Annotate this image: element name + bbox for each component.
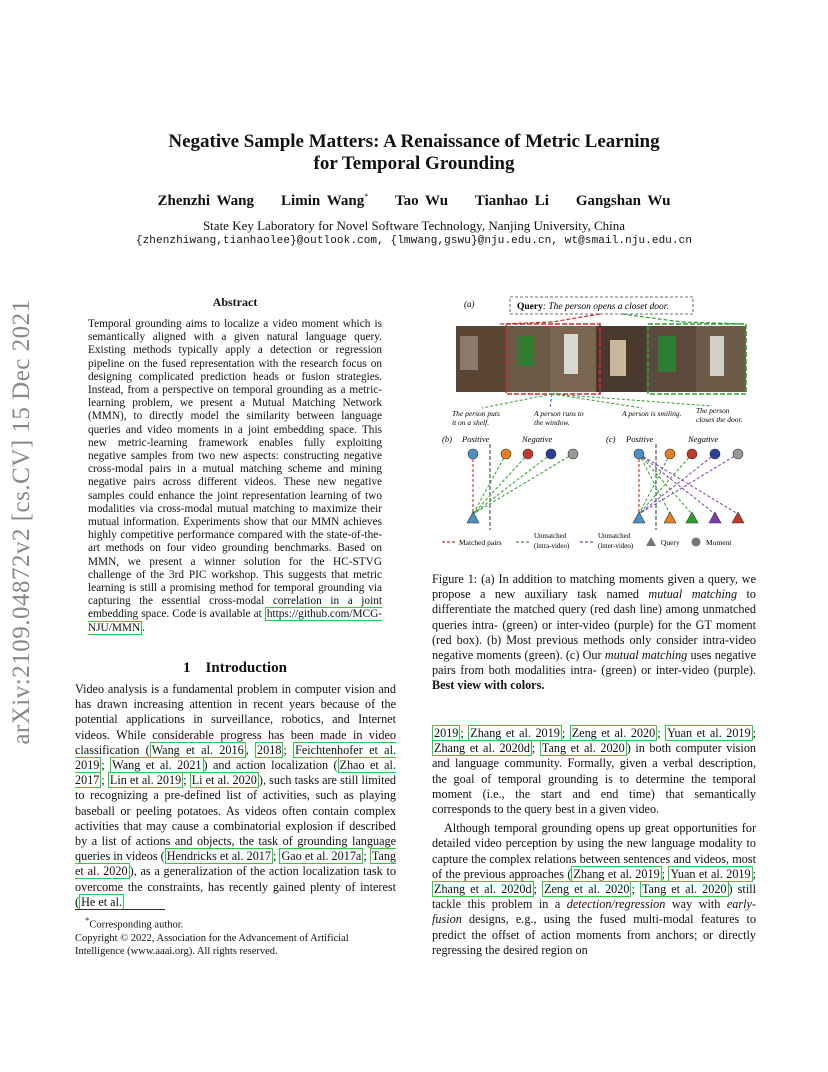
abstract-text: Temporal grounding aims to localize a video moment which is semantically aligned with a given natural language query. Existing methods typically apply a detection or regression pipeline on the fused representation with the research focus on designing complicated prediction heads or fusion strategies. Instead, from a perspective on temporal grounding as a metric-learning problem, we present a Mutual Matching Network (MMN), to directly model the similarity between language queries and video moments in a joint embedding space. This new metric-learning framework enables fully exploiting negative samples from two new aspects: constructing negative cross-modal pairs in a mutual matching scheme and mining negative pairs across different videos. These new negative samples could enhance the joint representation learning of two modalities via cross-modal mutual matching to maximize their mutual information. Experiments show that our MMN achieves highly competitive performance compared with the state-of-the-art methods on four video grounding benchmarks. Based on MMN, we present a winner solution for the HC-STVG challenge of the 3rd PIC workshop. This suggests that metric learning is still a promising method for temporal grounding via capturing the essential cross-modal correlation in a joint embedding space. Code is available at [88, 318, 382, 621]
intro-text: ), as a generalization of the action localization task to overcome the constraints, has recently gained plenty of interest ( [75, 864, 396, 909]
paragraph-text: ) still tackle this problem in a [432, 882, 756, 912]
figure-caption [432, 572, 756, 694]
citation-link[interactable]: Hendricks et al. 2017 [166, 849, 271, 864]
caption-text: Figure 1: (a) In addition to matching moments given a query, we propose a new auxiliary task named [432, 572, 756, 602]
intro-text: ), such tasks are still limited to recognizing a pre-defined list of activities, such as playing baseball or peeling potatoes. As videos often contain complex activities that may cause a combinatorial explosion if described by a list of actions and objects, the task of grounding language queries in videos ( [75, 773, 397, 864]
caption-line: it on a shelf. [452, 418, 490, 427]
paragraph-text: Although temporal grounding opens up great opportunities for detailed video perception by using the new language modality to capture the complex relations between sentences and videos, most of the previous approaches ( [432, 821, 756, 881]
abstract-heading: Abstract [212, 295, 258, 309]
legend-intra-2: (intra-video) [534, 542, 570, 550]
paragraph-emphasis: detection/regression [566, 897, 666, 912]
frame-detail [610, 340, 626, 376]
legend-matched: Matched pairs [459, 538, 502, 547]
moment-node [568, 449, 578, 459]
positive-label: Positive [626, 434, 654, 444]
citation-link[interactable]: Zeng et al. 2020 [571, 726, 656, 740]
code-link[interactable]: https://github.com/MCG-NJU/MMN [88, 608, 383, 634]
citation-link[interactable]: Yuan et al. 2019 [667, 726, 751, 740]
legend-query-icon [646, 537, 656, 546]
frame-caption: A person is smiling. [622, 409, 682, 418]
caption-line: the window. [534, 418, 570, 427]
footnote [75, 914, 396, 958]
legend-moment-icon [692, 538, 701, 547]
caption-line: A person runs to [534, 409, 584, 418]
right-column-text [432, 726, 756, 958]
figure-1 [432, 292, 756, 557]
frame-detail [460, 336, 478, 370]
abstract-end: . [142, 621, 145, 634]
citation-link[interactable]: Zhang et al. 2019 [573, 866, 660, 881]
caption-bold: Best view with colors. [432, 678, 545, 693]
intra-pair-line [473, 454, 551, 514]
negative-label: Negative [688, 434, 719, 444]
caption-emphasis: mutual matching [604, 648, 688, 663]
moment-node [546, 449, 556, 459]
citation-link[interactable]: Zhang et al. 2020d [434, 882, 532, 897]
frame-detail [710, 336, 724, 376]
citation-link[interactable]: Zhang et al. 2020d [434, 741, 530, 756]
legend-inter-2: (inter-video) [598, 542, 634, 550]
frame-detail [658, 336, 676, 372]
paragraph: 2019 ; Zhang et al. 2019 ; Zeng et al. 2020 ; Yuan et al. 2019 ; Zhang et al. 2020d ; Tang et al. 2020 ) in both computer vision and language community. Formally, given a verbal description, the goal of temporal grounding is to determine the temporal moment (i.e., the start and end time) that semantically corresponds to the query best in a given video. [432, 726, 757, 817]
moment-node [665, 449, 675, 459]
paragraph-text: designs, e.g., using the fused multi-modal features to predict the offset of action moments from anchors; or directly regressing the desired region on [432, 912, 756, 957]
paragraph: Although temporal grounding opens up great opportunities for detailed video perception by using the new language modality to capture the complex relations between sentences and videos, most of the previous approaches ( Zhang et al. 2019 ; Yuan et al. 2019 ; Zhang et al. 2020d ; Zeng et al. 2020 ; Tang et al. 2020 ) still tackle this problem in a detection/regression way with early-fusion designs, e.g., using the fused multi-modal features to predict the offset of action moments from anchors; or directly regressing the desired region on [432, 821, 757, 957]
caption-connector [550, 394, 552, 408]
panel-a-label: (a) [464, 299, 475, 309]
query-node [709, 512, 721, 523]
matched-connector [552, 314, 600, 322]
corresponding-mark: * [364, 192, 369, 201]
citation-link[interactable]: Lin et al. 2019 [109, 773, 182, 788]
citation-link[interactable]: Gao et al. 2017a [281, 849, 362, 864]
paragraph-text: ) in both computer vision and language community. Formally, given a verbal description, the goal of temporal grounding is to determine the temporal moment (i.e., the start and end time) that semantically corresponds to the query best in a given video. [432, 741, 757, 817]
arxiv-stamp [2, 282, 42, 762]
paragraph-emphasis: early-fusion [432, 897, 756, 927]
intro-text: ) and action localization ( [203, 758, 338, 773]
caption-line: The person puts [452, 409, 500, 418]
query-text: : The person opens a closet door. [542, 302, 669, 312]
citation-link[interactable]: 2019 [434, 726, 459, 740]
paragraph-text: way with [665, 897, 727, 912]
caption-connector [482, 394, 552, 408]
citation-link[interactable]: Tang et al. 2020 [641, 882, 727, 897]
abstract-body [88, 318, 382, 635]
author-list [100, 192, 728, 210]
query-bold: Query [517, 302, 543, 312]
legend-inter-1: Unmatched [598, 532, 631, 540]
author-name: Zhenzhi Wang [157, 193, 255, 209]
legend-intra-1: Unmatched [534, 532, 567, 540]
citation-link[interactable]: Feichtenhofer et al. 2019 [75, 742, 397, 773]
frame-detail [564, 334, 578, 374]
caption-connector [552, 394, 712, 406]
citation-link[interactable]: Zeng et al. 2020 [544, 882, 630, 897]
affiliation: State Key Laboratory for Novel Software Technology, Nanjing University, China [202, 218, 626, 233]
author-name: Gangshan Wu [575, 193, 671, 209]
title-line-1: Negative Sample Matters: A Renaissance of Metric Learning [168, 131, 660, 152]
section-heading [75, 660, 395, 677]
query-node [732, 512, 744, 523]
citation-link[interactable]: Tang et al. 2020 [541, 741, 625, 756]
citation-link[interactable]: Yuan et al. 2019 [670, 866, 751, 881]
panel-b-label: (b) [442, 434, 452, 444]
arxiv-id: arXiv:2109.04872v2 [cs.CV] 15 Dec 2021 [8, 299, 35, 745]
moment-node [501, 449, 511, 459]
author-name: Limin Wang [281, 193, 365, 209]
frame-caption [533, 409, 584, 427]
caption-text: uses negative pairs from both modalities intra- (green) or inter-video (purple). [432, 648, 756, 678]
intro-paragraph: Video analysis is a fundamental problem in computer vision and has drawn increasing attention in recent years because of the potential applications in surveillance, robotics, and Internet videos. While considerable progress has been made in video classification ( Wang et al. 2016 , 2018 ; Feichtenhofer et al. 2019 ; Wang et al. 2021 ) and action localization ( Zhao et al. 2017 ; Lin et al. 2019 ; Li et al. 2020 ), such tasks are still limited to recognizing a pre-defined list of activities, such as playing baseball or peeling potatoes. As videos often contain complex activities that may cause a combinatorial explosion if described by a list of actions and objects, the task of grounding language queries in videos ( Hendricks et al. 2017 ; Gao et al. 2017a ; Tang et al. 2020 ), as a generalization of the action localization task to overcome the constraints, has recently gained plenty of interest ( He et al. [75, 682, 397, 909]
negative-label: Negative [522, 434, 553, 444]
moment-node [634, 449, 644, 459]
query-node [686, 512, 698, 523]
positive-label: Positive [462, 434, 490, 444]
moment-node [468, 449, 478, 459]
caption-connector [552, 394, 642, 408]
intra-pair-line [473, 454, 573, 514]
legend-query: Query [661, 538, 680, 547]
legend-moment: Moment [706, 538, 732, 547]
query-node [467, 512, 479, 523]
author-emails: {zhenzhiwang,tianhaolee}@outlook.com, {lmwang,gswu}@nju.edu.cn, wt@smail.nju.edu.cn [135, 235, 693, 247]
moment-node [710, 449, 720, 459]
query-node [664, 512, 676, 523]
paper-title [100, 131, 728, 175]
citation-link[interactable]: Zhao et al. 2017 [75, 758, 396, 788]
citation-link[interactable]: Wang et al. 2016 [151, 742, 244, 757]
intra-connector [622, 314, 682, 322]
footnote-corresponding: Corresponding author. [89, 919, 184, 931]
moment-node [687, 449, 697, 459]
author-name: Tao Wu [394, 193, 449, 209]
caption-line: closes the door. [696, 415, 743, 424]
frame-caption [452, 409, 500, 427]
section-number: 1 [183, 660, 191, 676]
caption-line: The person [696, 406, 730, 415]
author-name: Tianhao Li [474, 193, 549, 209]
title-line-2: for Temporal Grounding [313, 153, 515, 174]
query-label [517, 302, 669, 312]
citation-link[interactable]: Zhang et al. 2019 [470, 726, 560, 740]
frame-detail [518, 336, 534, 366]
citation-link[interactable]: 2018 [257, 742, 282, 757]
moment-node [523, 449, 533, 459]
moment-node [733, 449, 743, 459]
figure-1-graphic [432, 292, 756, 557]
citation-link[interactable]: Wang et al. 2021 [112, 758, 202, 773]
intro-text: Video analysis is a fundamental problem in computer vision and has drawn increasing attention in recent years because of the potential applications in surveillance, robotics, and Internet videos. While considerable progress has been made in video classification ( [75, 682, 396, 757]
section-title: Introduction [205, 660, 287, 676]
query-node [633, 512, 645, 523]
citation-link[interactable]: He et al. [81, 894, 123, 909]
footnote-copyright: Copyright © 2022, Association for the Advancement of Artificial Intelligence (www.aaai.org). All rights reserved. [75, 932, 349, 957]
frame-caption [696, 406, 743, 424]
citation-link[interactable]: Tang et al. 2020 [75, 849, 397, 879]
citation-link[interactable]: Li et al. 2020 [191, 773, 257, 788]
panel-c-label: (c) [606, 434, 616, 444]
footnote-rule [75, 909, 165, 910]
caption-text: to differentiate the matched query (red dash line) among unmatched queries intra- (green) or inter-video (purple) for the GT moment (red box). (b) Most previous methods only consider intra-video negative moments (green). (c) Our [432, 587, 756, 663]
footnote-mark: * [85, 915, 90, 925]
caption-emphasis: mutual matching [648, 587, 738, 602]
